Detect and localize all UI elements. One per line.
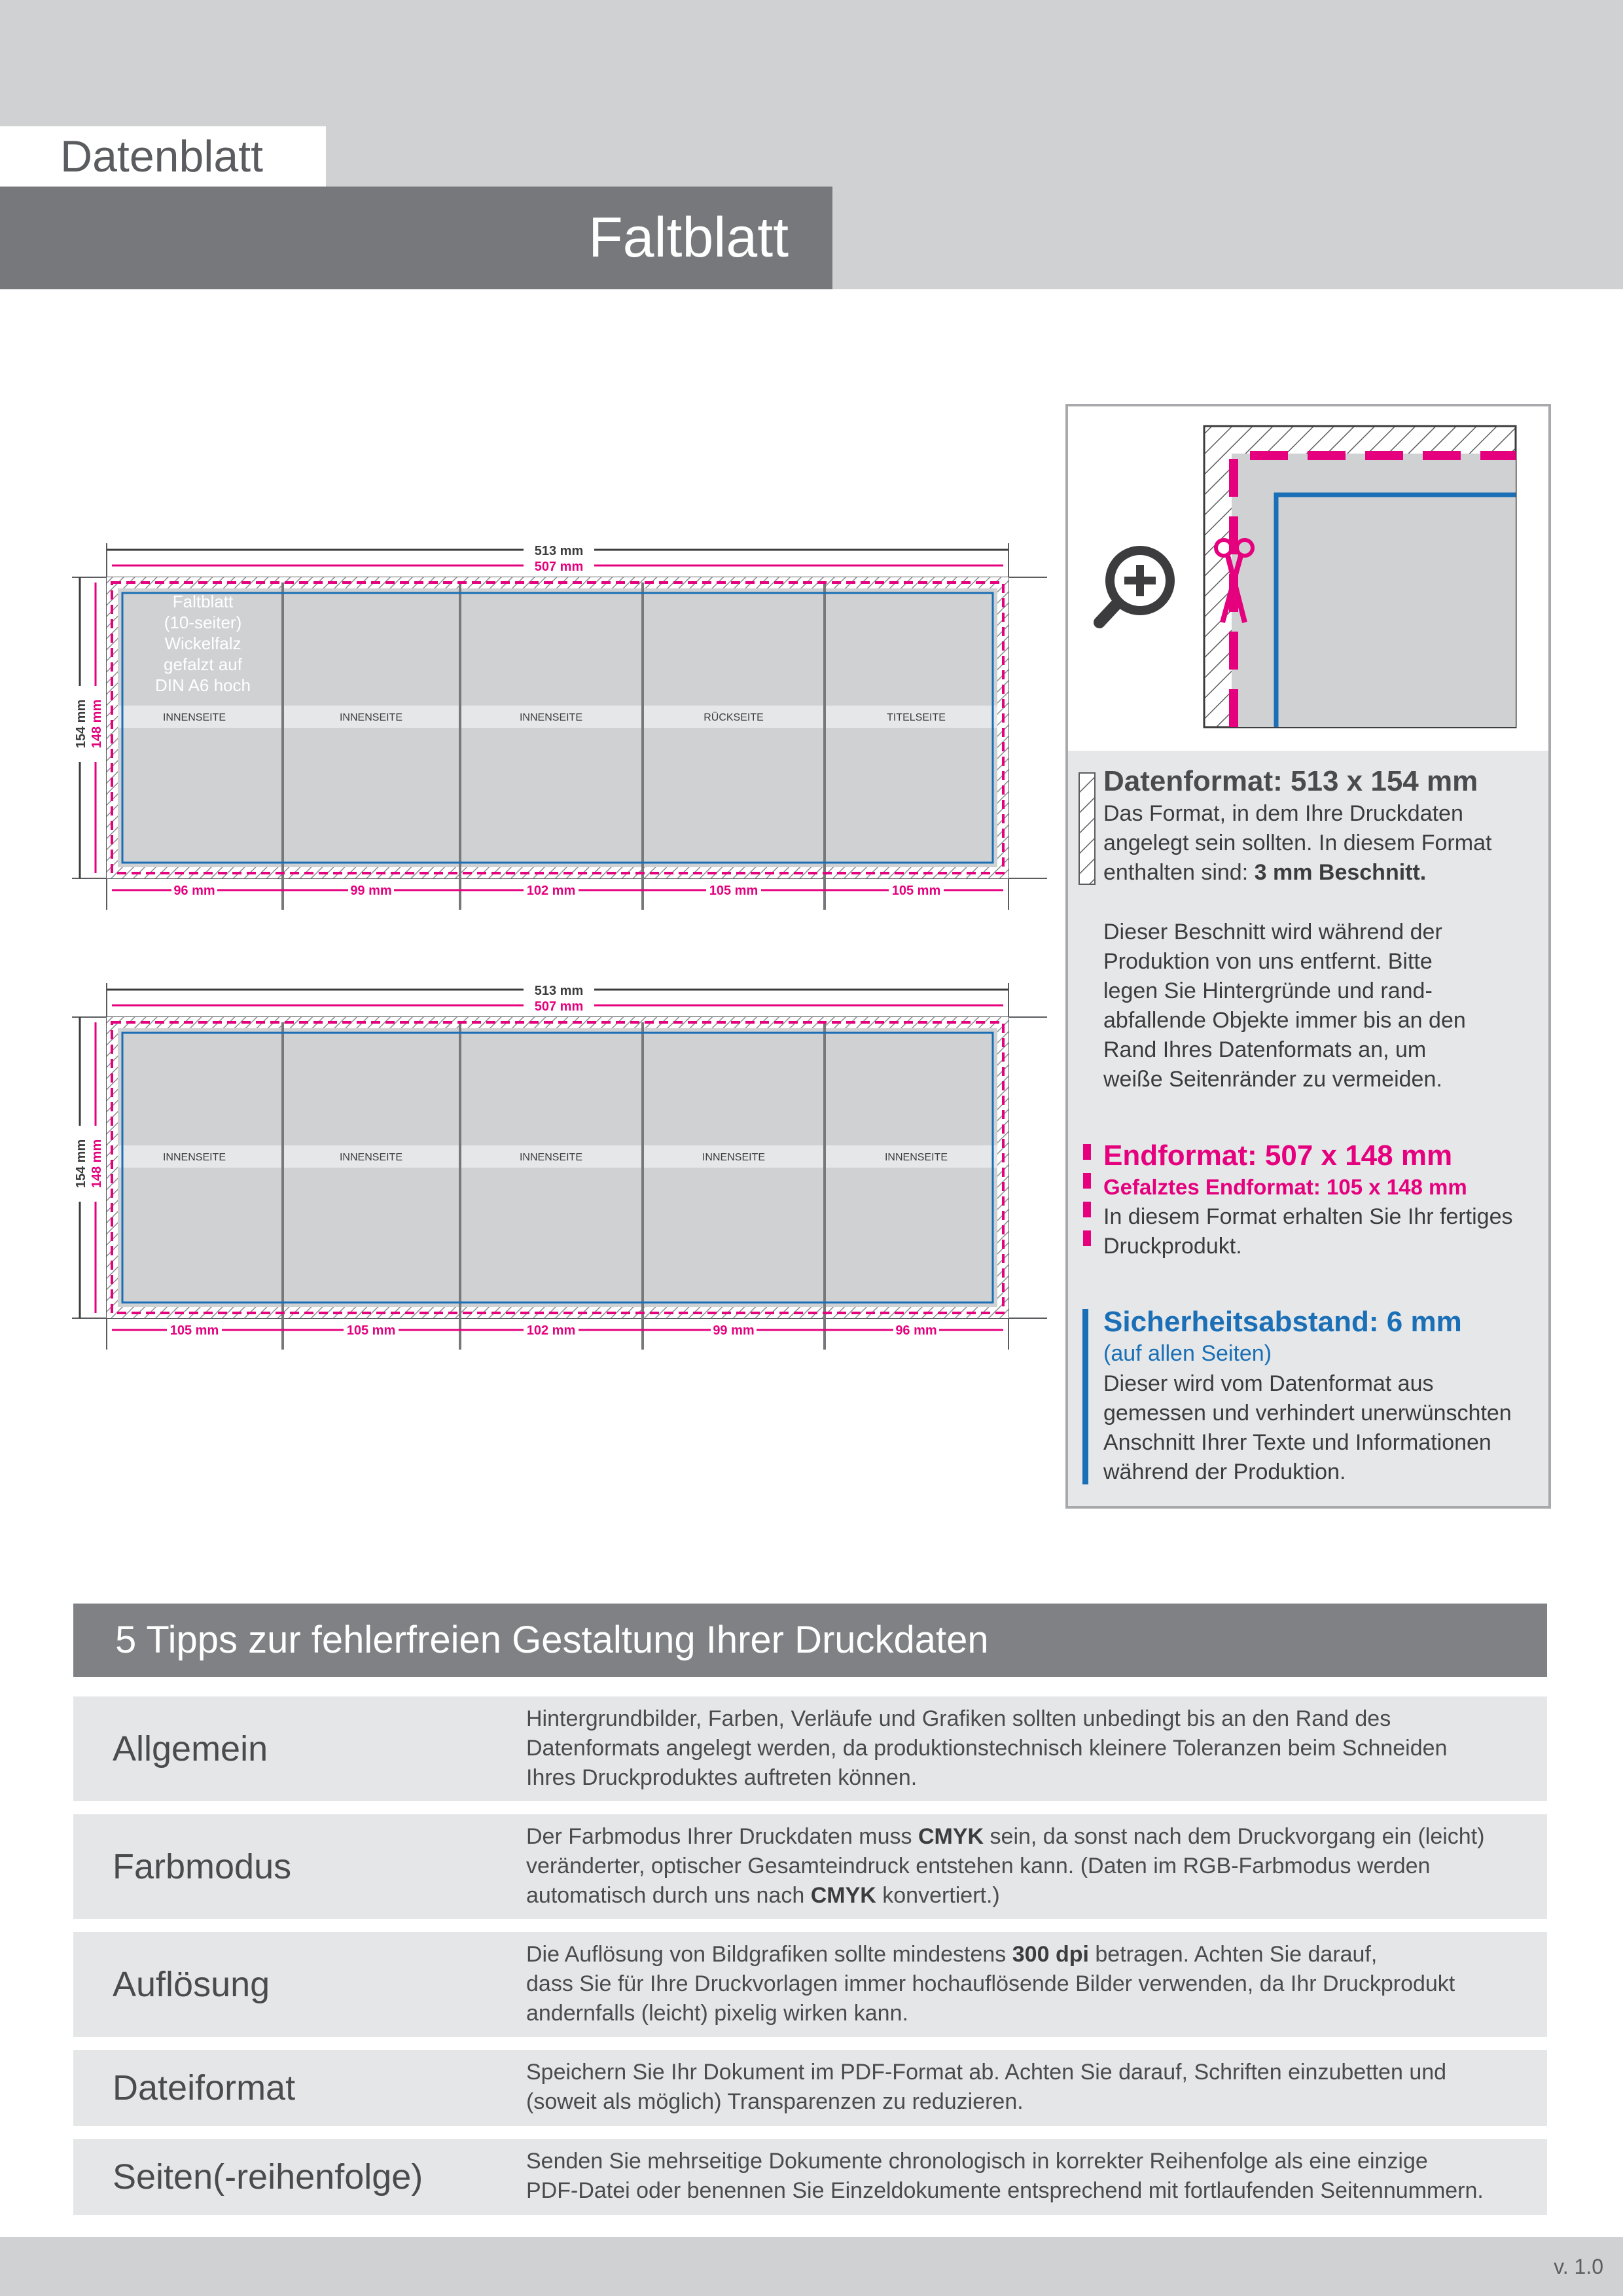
tip-row-dateiformat xyxy=(73,2050,1547,2126)
datenformat-title: Datenformat: 513 x 154 mm xyxy=(1103,765,1478,797)
tip-label: Dateiformat xyxy=(113,2068,296,2108)
bleed-legend-marker xyxy=(1079,772,1096,885)
panel-width: 105 mm xyxy=(346,1323,396,1338)
panel-label: INNENSEITE xyxy=(519,712,583,723)
sicherheit-subtitle: (auf allen Seiten) xyxy=(1103,1341,1272,1366)
sicherheit-text: Dieser wird vom Datenformat aus gemessen und verhindert unerwünschten Anschnitt Ihrer Texte und Informationen während der Produktion. xyxy=(1103,1371,1512,1484)
dim-top-height-outer: 154 mm xyxy=(74,699,88,749)
document-title: Faltblatt xyxy=(588,206,789,269)
dim-top-height-inner: 148 mm xyxy=(90,699,104,749)
tip-row-aufloesung xyxy=(73,1932,1547,2037)
tip-text: Hintergrundbilder, Farben, Verläufe und Grafiken sollten unbedingt bis an den Rand des Datenformats angelegt werden, da produktionstechnisch kleinere Toleranzen beim Schneiden Ihres Druckproduktes auftreten können. xyxy=(526,1706,1448,1790)
tips-header: 5 Tipps zur fehlerfreien Gestaltung Ihrer Druckdaten xyxy=(73,1604,1547,1677)
panel-width: 105 mm xyxy=(169,1323,219,1338)
tip-label: Farbmodus xyxy=(113,1847,292,1886)
endformat-legend-marker xyxy=(1082,1144,1092,1255)
panel-width: 105 mm xyxy=(709,884,758,898)
dim-bottom-inner: 507 mm xyxy=(534,999,584,1014)
dim-bottom-height-inner: 148 mm xyxy=(90,1139,104,1189)
panel-width: 102 mm xyxy=(526,1323,576,1338)
dim-bottom-outer: 513 mm xyxy=(534,984,584,998)
panel-width: 99 mm xyxy=(713,1323,755,1338)
tip-text: Der Farbmodus Ihrer Druckdaten muss CMYK sein, da sonst nach dem Druckvorgang ein (leicht) veränderter, optischer Gesamteindruck entstehen kann. (Daten im RGB-Farbmodus werden automatisch durch uns nach CMYK konvertiert.) xyxy=(526,1824,1485,1908)
tip-text: Speichern Sie Ihr Dokument im PDF-Format ab. Achten Sie darauf, Schriften einzubetten und (soweit als möglich) Transparenzen zu reduzieren. xyxy=(526,2060,1447,2114)
panel-label: INNENSEITE xyxy=(162,1152,226,1163)
panel-label: RÜCKSEITE xyxy=(704,712,764,723)
panel-label: INNENSEITE xyxy=(519,1152,583,1163)
endformat-subtitle: Gefalztes Endformat: 105 x 148 mm xyxy=(1103,1175,1467,1199)
panel-label: INNENSEITE xyxy=(339,712,403,723)
panel-label: INNENSEITE xyxy=(339,1152,403,1163)
note-line: Wickelfalz xyxy=(164,634,241,653)
note-line: gefalzt auf xyxy=(164,655,242,674)
beschnitt-text: Dieser Beschnitt wird während der Produktion von uns entfernt. Bitte legen Sie Hintergründe und rand- abfallende Objekte immer bis an den Rand Ihres Datenformats an, um weiße Seitenränder zu vermeiden. xyxy=(1103,920,1466,1092)
note-line: DIN A6 hoch xyxy=(155,675,251,695)
panel-width: 96 mm xyxy=(895,1323,937,1338)
endformat-title: Endformat: 507 x 148 mm xyxy=(1103,1139,1453,1172)
tip-label: Auflösung xyxy=(113,1965,270,2004)
corner-detail xyxy=(1068,406,1548,751)
tip-text: Senden Sie mehrseitige Dokumente chronologisch in korrekter Reihenfolge als eine einzige PDF-Datei oder benennen Sie Einzeldokumente entsprechend mit fortlaufenden Seitennummern. xyxy=(526,2149,1484,2203)
version-label: v. 1.0 xyxy=(1554,2255,1603,2278)
panel-label: INNENSEITE xyxy=(162,712,226,723)
diagram-bottom xyxy=(72,980,1047,1350)
panel-label: INNENSEITE xyxy=(884,1152,948,1163)
note-line: Faltblatt xyxy=(172,592,234,611)
tip-text: Die Auflösung von Bildgrafiken sollte mindestens 300 dpi betragen. Achten Sie darauf, dass Sie für Ihre Druckvorlagen immer hochauflösende Bilder verwenden, da Ihr Druckprodukt andernfalls (leicht) pixelig wirken kann. xyxy=(526,1942,1455,2026)
sicherheit-title: Sicherheitsabstand: 6 mm xyxy=(1103,1306,1462,1338)
panel-label: TITELSEITE xyxy=(887,712,946,723)
zoom-plus-icon xyxy=(1099,550,1170,622)
panel-width: 102 mm xyxy=(526,884,576,898)
panel-width: 105 mm xyxy=(891,884,941,898)
dim-bottom-height-outer: 154 mm xyxy=(74,1139,88,1189)
tip-label: Allgemein xyxy=(113,1729,268,1768)
endformat-text: In diesem Format erhalten Sie Ihr fertiges Druckprodukt. xyxy=(1103,1204,1513,1259)
tip-row-seiten xyxy=(73,2139,1547,2215)
footer-band xyxy=(0,2237,1623,2296)
format-diagrams xyxy=(65,524,1060,1374)
panel-label: INNENSEITE xyxy=(702,1152,766,1163)
dim-top-outer: 513 mm xyxy=(534,544,584,558)
diagram-top xyxy=(72,541,1047,910)
tip-label: Seiten(-reihenfolge) xyxy=(113,2157,423,2197)
datenformat-text: Das Format, in dem Ihre Druckdaten angelegt sein sollten. In diesem Format enthalten sind: 3 mm Beschnitt. xyxy=(1103,801,1492,885)
document-subtitle: Datenblatt xyxy=(60,132,263,181)
tip-row-farbmodus xyxy=(73,1814,1547,1919)
note-line: (10-seiter) xyxy=(164,613,242,632)
safety-legend-marker xyxy=(1082,1309,1088,1484)
panel-width: 99 mm xyxy=(350,884,392,898)
panel-width: 96 mm xyxy=(173,884,215,898)
tip-row-allgemein xyxy=(73,1696,1547,1801)
dim-top-inner: 507 mm xyxy=(534,560,584,574)
